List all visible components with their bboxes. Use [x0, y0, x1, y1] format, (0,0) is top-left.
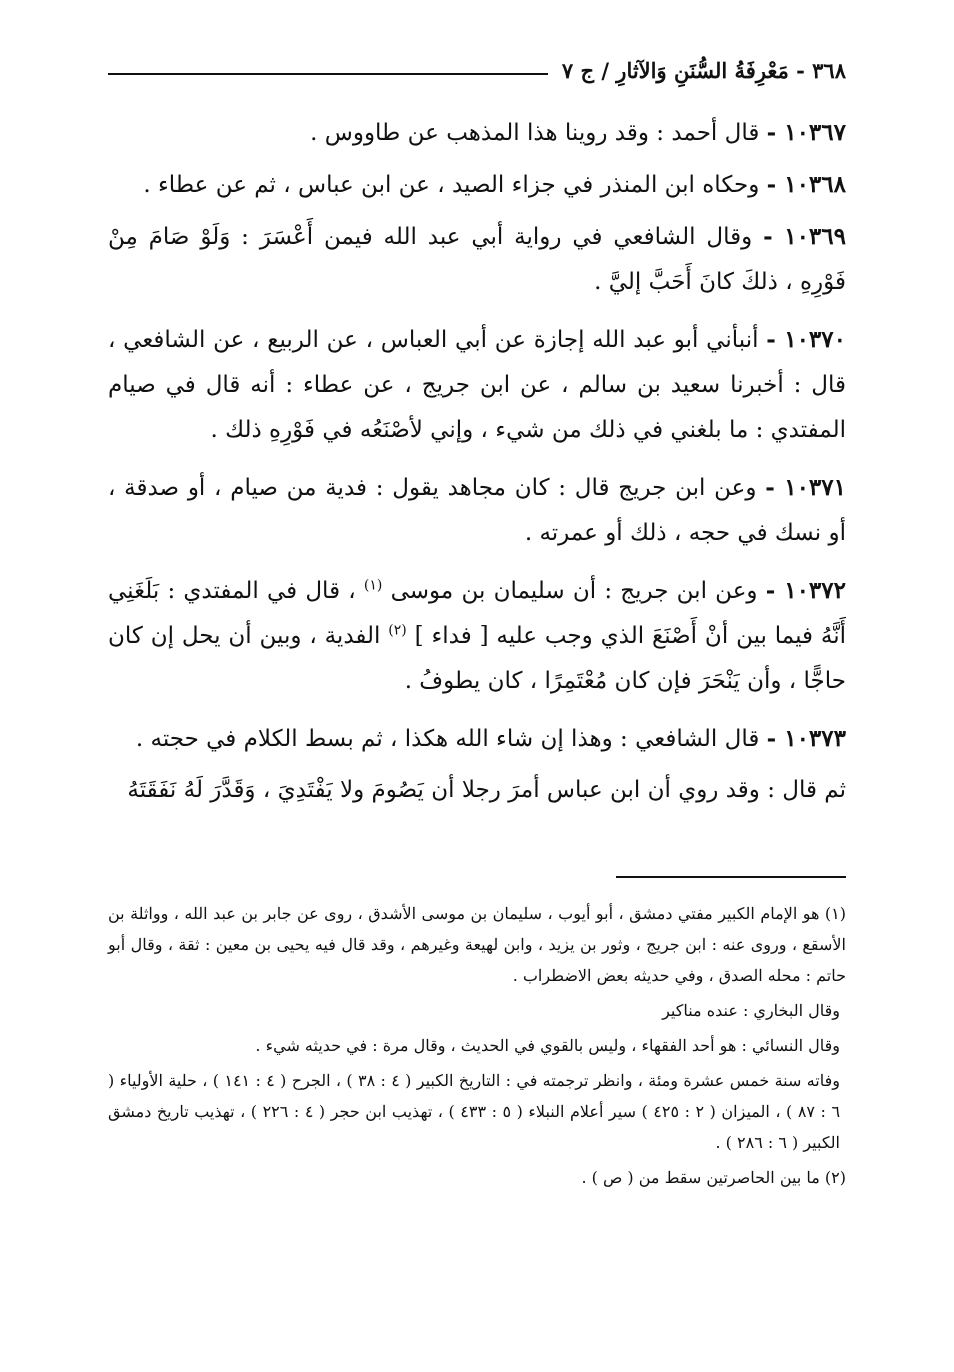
footnote-ref-1[interactable]: (١) — [363, 577, 383, 594]
paragraph-number: ١٠٣٧٣ - — [766, 725, 846, 752]
paragraph-number: ١٠٣٧٠ - — [766, 326, 846, 353]
paragraph-10368 — [108, 162, 846, 208]
footnotes — [108, 898, 846, 1197]
footnote-1: (١) هو الإمام الكبير مفتي دمشق ، أبو أيوب ، سليمان بن موسى الأشدق ، روى عن جابر بن عبد الله ، وواثلة بن الأسقع ، وروى عنه : ابن جريج ، وثور بن يزيد ، وابن لهيعة وغيرهم ، وقد قال فيه يحيى بن معين : ثقة ، وقال أبو حاتم : محله الصدق ، وفي حديثه بعض الاضطراب . — [108, 904, 846, 985]
paragraph-text-part-c: الفدية ، وبين أن يحل إن كان حاجًّا ، وأن يَنْحَرَ فإن كان مُعْتَمِرًا ، كان يطوفُ . — [108, 623, 846, 694]
footnote-1-bukhari: وقال البخاري : عنده مناكير — [662, 1001, 840, 1020]
paragraph-text: وحكاه ابن المنذر في جزاء الصيد ، عن ابن عباس ، ثم عن عطاء . — [143, 172, 760, 198]
footnote-2: (٢) ما بين الحاصرتين سقط من ( ص ) . — [581, 1168, 846, 1187]
footnote-ref-2[interactable]: (٢) — [388, 622, 407, 639]
paragraph-number: ١٠٣٦٩ - — [763, 223, 846, 250]
header-title: ٣٦٨ - مَعْرِفَةُ السُّنَنِ وَالآثارِ / ج ٧ — [561, 57, 846, 83]
paragraph-number: ١٠٣٧١ - — [765, 474, 846, 501]
paragraph-number: ١٠٣٦٨ - — [766, 171, 846, 198]
paragraph-text: وقال الشافعي في رواية أبي عبد الله فيمن أَعْسَرَ : وَلَوْ صَامَ مِنْ فَوْرِهِ ، ذلكَ كانَ أَحَبَّ إليَّ . — [108, 224, 846, 295]
paragraph-text: ثم قال : وقد روي أن ابن عباس أمرَ رجلا أن يَصُومَ ولا يَفْتَدِيَ ، وَقَدَّرَ لَهُ نَفَقَتَهُ — [127, 777, 846, 803]
paragraph-text-part-a: وعن ابن جريج : أن سليمان بن موسى — [390, 578, 758, 604]
paragraph-continuation — [108, 768, 846, 813]
main-text — [108, 110, 846, 825]
paragraph-text: قال أحمد : وقد روينا هذا المذهب عن طاووس . — [310, 120, 760, 146]
paragraph-number: ١٠٣٦٧ - — [766, 119, 846, 146]
paragraph-text: وعن ابن جريج قال : كان مجاهد يقول : فدية من صيام ، أو صدقة ، أو نسك في حجه ، ذلك أو عمرته . — [108, 475, 846, 546]
paragraph-10371 — [108, 465, 846, 556]
running-header — [108, 52, 846, 88]
footnote-separator — [616, 876, 846, 878]
footnote-1-nasai: وقال النسائي : هو أحد الفقهاء ، وليس بالقوي في الحديث ، وقال مرة : في حديثه شيء . — [255, 1036, 840, 1055]
footnote-1-death-refs: وفاته سنة خمس عشرة ومئة ، وانظر ترجمته في : التاريخ الكبير ( ٤ : ٣٨ ) ، الجرح ( ٤ : ١٤١ ) ، حلية الأولياء ( ٦ : ٨٧ ) ، الميزان ( ٢ : ٤٢٥ ) سير أعلام النبلاء ( ٥ : ٤٣٣ ) ، تهذيب ابن حجر ( ٤ : ٢٢٦ ) ، تهذيب تاريخ دمشق الكبير ( ٦ : ٢٨٦ ) . — [108, 1071, 841, 1152]
paragraph-10373 — [108, 716, 846, 762]
paragraph-10372 — [108, 568, 846, 704]
paragraph-10369 — [108, 214, 846, 305]
header-rule — [108, 73, 548, 75]
paragraph-number: ١٠٣٧٢ - — [765, 577, 846, 604]
paragraph-10367 — [108, 110, 846, 156]
paragraph-text: قال الشافعي : وهذا إن شاء الله هكذا ، ثم بسط الكلام في حجته . — [135, 726, 760, 752]
paragraph-text: أنبأني أبو عبد الله إجازة عن أبي العباس ، عن الربيع ، عن الشافعي ، قال : أخبرنا سعيد بن سالم ، عن ابن جريج ، عن عطاء : أنه قال في صيام المفتدي : ما بلغني في ذلك من شيء ، وإني لأصْنَعُه في فَوْرِهِ ذلك . — [108, 327, 846, 443]
paragraph-10370 — [108, 317, 846, 453]
paragraph-text-part-b: ، قال في المفتدي : بَلَغَنِي أَنَّهُ فيما بين أنْ أَصْنَعَ الذي وجب عليه [ فداء ] — [108, 578, 846, 649]
